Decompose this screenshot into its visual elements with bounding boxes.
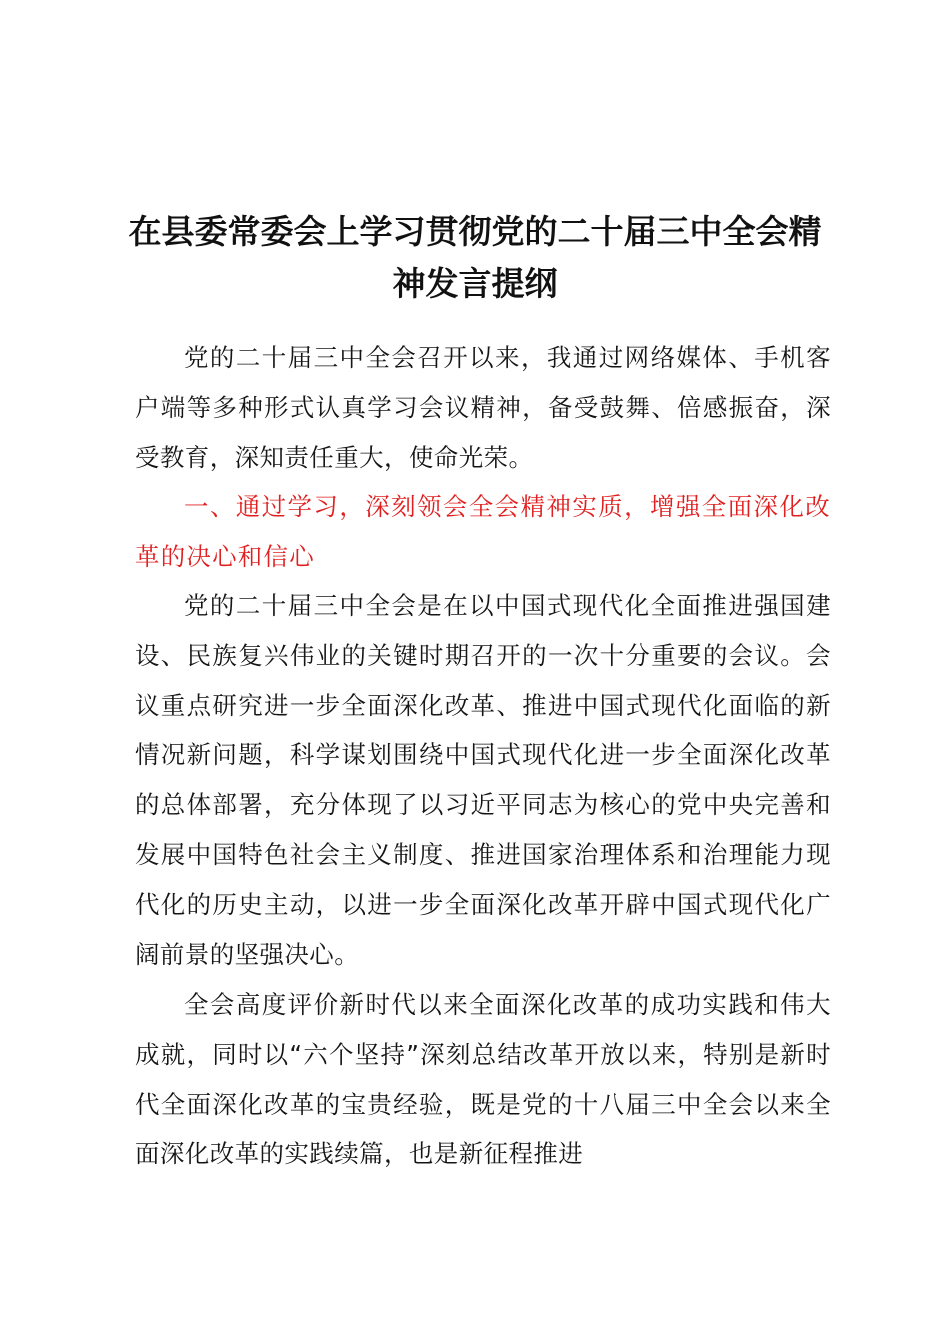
document-title: 在县委常委会上学习贯彻党的二十届三中全会精神发言提纲 (128, 212, 822, 303)
paragraph-plenum-significance: 党的二十届三中全会是在以中国式现代化全面推进强国建设、民族复兴伟业的关键时期召开的一次十分重要的会议。会议重点研究进一步全面深化改革、推进中国式现代化面临的新情况新问题，科学谋划围绕中国式现代化进一步全面深化改革的总体部署，充分体现了以习近平同志为核心的党中央完善和发展中国特色社会主义制度、推进国家治理体系和治理能力现代化的历史主动，以进一步全面深化改革开辟中国式现代化广阔前景的坚强决心。 (135, 591, 831, 969)
paragraph-reform-achievements: 全会高度评价新时代以来全面深化改革的成功实践和伟大成就，同时以“六个坚持”深刻总结改革开放以来，特别是新时代全面深化改革的宝贵经验，既是党的十八届三中全会以来全面深化改革的实践续篇，也是新征程推进 (135, 990, 831, 1169)
paragraph-intro: 党的二十届三中全会召开以来，我通过网络媒体、手机客户端等多种形式认真学习会议精神，备受鼓舞、倍感振奋，深受教育，深知责任重大，使命光荣。 (135, 343, 831, 472)
section-heading: 一、通过学习，深刻领会全会精神实质，增强全面深化改革的决心和信心 (135, 492, 831, 571)
